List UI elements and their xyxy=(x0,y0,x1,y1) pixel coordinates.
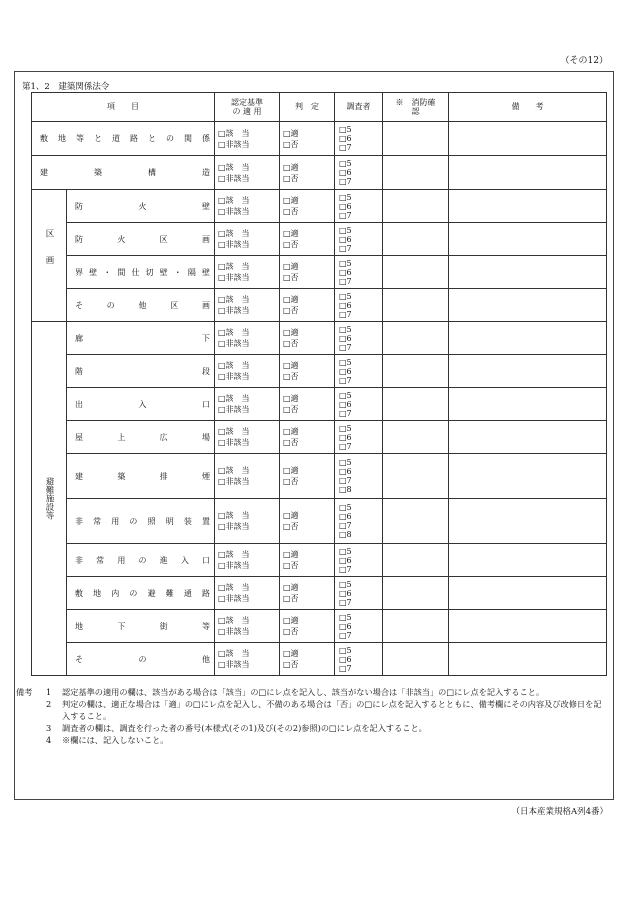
checkbox-applicable[interactable]: □該 当 xyxy=(218,162,250,172)
item-label xyxy=(67,421,215,454)
criteria-cell xyxy=(215,322,280,355)
category-hinan: 避難施設等 xyxy=(32,322,67,676)
checkbox-inspector[interactable]: □6 xyxy=(339,555,352,565)
checkbox-applicable[interactable]: □該 当 xyxy=(218,649,250,658)
checkbox-inspector[interactable]: □7 xyxy=(339,663,352,673)
fire-check-cell xyxy=(383,355,449,388)
checkbox-not-applicable[interactable]: □非該当 xyxy=(218,306,250,315)
checkbox-inspector[interactable]: □7 xyxy=(339,342,352,352)
judgment-cell xyxy=(280,322,335,355)
checkbox-inspector[interactable]: □7 xyxy=(339,143,352,152)
checkbox-not-applicable[interactable]: □非該当 xyxy=(218,372,250,381)
remarks-cell[interactable] xyxy=(449,610,607,643)
judgment-cell xyxy=(280,544,335,577)
checkbox-inspector[interactable]: □5 xyxy=(339,159,352,168)
checkbox-inspector[interactable]: □6 xyxy=(339,654,352,664)
criteria-cell xyxy=(215,643,280,676)
fire-check-cell xyxy=(383,454,449,499)
checkbox-inspector[interactable]: □6 xyxy=(339,234,352,244)
checkbox-applicable[interactable]: □該 当 xyxy=(218,511,250,520)
item-label xyxy=(67,223,215,256)
criteria-cell xyxy=(215,289,280,322)
fire-check-cell xyxy=(383,156,449,190)
table-row xyxy=(32,643,607,676)
header-remarks: 備 考 xyxy=(449,93,607,122)
checkbox-fail[interactable]: □否 xyxy=(283,306,299,315)
table-row xyxy=(32,190,607,223)
table-row xyxy=(32,454,607,499)
header-inspector: 調査者 xyxy=(335,93,383,122)
checkbox-pass[interactable]: □適 xyxy=(283,128,299,138)
remarks-cell[interactable] xyxy=(449,122,607,156)
judgment-cell xyxy=(280,643,335,676)
checkbox-pass[interactable]: □適 xyxy=(283,649,299,658)
item-label xyxy=(67,544,215,577)
checkbox-inspector[interactable]: □6 xyxy=(339,432,352,442)
checkbox-not-applicable[interactable]: □非該当 xyxy=(218,561,250,570)
fire-check-cell xyxy=(383,643,449,676)
checkbox-fail[interactable]: □否 xyxy=(283,139,299,149)
checkbox-inspector[interactable]: □6 xyxy=(339,333,352,343)
judgment-cell xyxy=(280,421,335,454)
checkbox-not-applicable[interactable]: □非該当 xyxy=(218,139,250,149)
checkbox-inspector[interactable]: □5 xyxy=(339,546,352,556)
checkbox-inspector[interactable]: □5 xyxy=(339,645,352,655)
item-text: 階段 xyxy=(75,366,210,376)
note-item xyxy=(16,698,616,722)
checkbox-inspector[interactable]: □5 xyxy=(339,503,352,512)
checkbox-applicable[interactable]: □該 当 xyxy=(218,427,250,436)
judgment-cell xyxy=(280,577,335,610)
checkbox-applicable[interactable]: □該 当 xyxy=(218,583,250,592)
checkbox-fail[interactable]: □否 xyxy=(283,561,299,570)
notes-prefix: 備考 xyxy=(16,687,33,697)
checkbox-applicable[interactable]: □該 当 xyxy=(218,295,250,304)
item-text: 敷地等と道路との関係 xyxy=(40,134,210,143)
inspector-cell xyxy=(335,289,383,322)
checkbox-fail[interactable]: □否 xyxy=(283,660,299,669)
checkbox-pass[interactable]: □適 xyxy=(283,511,299,520)
checkbox-inspector[interactable]: □7 xyxy=(339,309,352,319)
criteria-cell xyxy=(215,454,280,499)
checkbox-inspector[interactable]: □8 xyxy=(339,530,352,539)
checkbox-not-applicable[interactable]: □非該当 xyxy=(218,207,250,216)
checkbox-inspector[interactable]: □6 xyxy=(339,399,352,409)
checkbox-inspector[interactable]: □6 xyxy=(339,588,352,598)
judgment-cell xyxy=(280,223,335,256)
checkbox-fail[interactable]: □否 xyxy=(283,207,299,216)
checkbox-pass[interactable]: □適 xyxy=(283,394,299,403)
fire-check-cell xyxy=(383,499,449,544)
remarks-cell[interactable] xyxy=(449,454,607,499)
table-row xyxy=(32,577,607,610)
checkbox-applicable[interactable]: □該 当 xyxy=(218,361,250,370)
criteria-cell xyxy=(215,256,280,289)
remarks-cell[interactable] xyxy=(449,322,607,355)
fire-check-cell xyxy=(383,256,449,289)
checkbox-pass[interactable]: □適 xyxy=(283,361,299,370)
checkbox-inspector[interactable]: □6 xyxy=(339,300,352,310)
table-row xyxy=(32,223,607,256)
note-text: 判定の欄は、適正な場合は「適」の□にレ点を記入し、不備のある場合は「否」の□にレ点を記入するとともに、備考欄にその内容及び改修日を記入すること。 xyxy=(62,699,602,721)
checkbox-pass[interactable]: □適 xyxy=(283,196,299,205)
item-label xyxy=(32,156,215,190)
remarks-cell[interactable] xyxy=(449,388,607,421)
checkbox-inspector[interactable]: □7 xyxy=(339,210,352,220)
section-title: 第1、2 建築関係法令 xyxy=(22,82,110,92)
checkbox-inspector[interactable]: □6 xyxy=(339,168,352,177)
item-text: 建築排煙 xyxy=(75,471,210,481)
judgment-cell xyxy=(280,454,335,499)
checkbox-inspector[interactable]: □5 xyxy=(339,357,352,367)
item-text: 非常用の照明装置 xyxy=(75,516,210,526)
checkbox-inspector[interactable]: □6 xyxy=(339,467,352,476)
inspector-cell xyxy=(335,544,383,577)
item-text: 防火区画 xyxy=(75,234,210,244)
checkbox-inspector[interactable]: □7 xyxy=(339,597,352,607)
checkbox-inspector[interactable]: □6 xyxy=(339,134,352,143)
checkbox-fail[interactable]: □否 xyxy=(283,438,299,447)
header-judgment: 判 定 xyxy=(280,93,335,122)
item-label xyxy=(67,289,215,322)
inspector-cell xyxy=(335,610,383,643)
checkbox-fail[interactable]: □否 xyxy=(283,339,299,348)
checkbox-inspector[interactable]: □6 xyxy=(339,366,352,376)
criteria-cell xyxy=(215,421,280,454)
judgment-cell xyxy=(280,355,335,388)
checkbox-pass[interactable]: □適 xyxy=(283,229,299,238)
inspector-cell xyxy=(335,454,383,499)
checkbox-not-applicable[interactable]: □非該当 xyxy=(218,660,250,669)
criteria-cell xyxy=(215,355,280,388)
note-item xyxy=(16,722,616,734)
criteria-cell xyxy=(215,223,280,256)
item-label xyxy=(67,256,215,289)
item-label xyxy=(67,610,215,643)
inspector-cell xyxy=(335,499,383,544)
checkbox-not-applicable[interactable]: □非該当 xyxy=(218,240,250,249)
item-label xyxy=(67,388,215,421)
checkbox-fail[interactable]: □否 xyxy=(283,372,299,381)
checkbox-fail[interactable]: □否 xyxy=(283,240,299,249)
header-row xyxy=(32,93,607,122)
header-criteria: 認定基準 の 適 用 xyxy=(215,93,280,122)
item-label xyxy=(67,499,215,544)
checkbox-pass[interactable]: □適 xyxy=(283,427,299,436)
table-row xyxy=(32,156,607,190)
checkbox-inspector[interactable]: □6 xyxy=(339,267,352,277)
table-row xyxy=(32,289,607,322)
checkbox-inspector[interactable]: □5 xyxy=(339,291,352,301)
item-text: 界壁・間仕切壁・隔壁 xyxy=(75,267,210,277)
remarks-cell[interactable] xyxy=(449,421,607,454)
item-label xyxy=(32,122,215,156)
checkbox-fail[interactable]: □否 xyxy=(283,273,299,282)
remarks-cell[interactable] xyxy=(449,544,607,577)
judgment-cell xyxy=(280,499,335,544)
remarks-cell[interactable] xyxy=(449,577,607,610)
fire-check-cell xyxy=(383,322,449,355)
checkbox-inspector[interactable]: □7 xyxy=(339,375,352,385)
paper-size-note: （日本産業規格A列4番） xyxy=(511,807,608,817)
checkbox-inspector[interactable]: □5 xyxy=(339,458,352,467)
fire-check-cell xyxy=(383,544,449,577)
note-text: ※欄には、記入しないこと。 xyxy=(62,735,169,745)
note-item xyxy=(16,734,616,746)
remarks-cell[interactable] xyxy=(449,643,607,676)
remarks-cell[interactable] xyxy=(449,223,607,256)
checkbox-applicable[interactable]: □該 当 xyxy=(218,128,250,138)
checkbox-not-applicable[interactable]: □非該当 xyxy=(218,405,250,414)
inspector-cell xyxy=(335,577,383,610)
criteria-cell xyxy=(215,610,280,643)
criteria-cell xyxy=(215,190,280,223)
checkbox-inspector[interactable]: □7 xyxy=(339,408,352,418)
checkbox-inspector[interactable]: □7 xyxy=(339,243,352,253)
table-row xyxy=(32,256,607,289)
checkbox-pass[interactable]: □適 xyxy=(283,262,299,271)
table-row xyxy=(32,122,607,156)
checkbox-applicable[interactable]: □該 当 xyxy=(218,262,250,271)
table-row xyxy=(32,610,607,643)
item-label xyxy=(67,643,215,676)
item-text: 建築構造 xyxy=(40,168,210,177)
fire-check-cell xyxy=(383,223,449,256)
note-text: 認定基準の適用の欄は、該当がある場合は「該当」の□にレ点を記入し、該当がない場合は「非該当」の□にレ点を記入すること。 xyxy=(62,687,545,697)
header-fire-check: ※ 消防確 認 xyxy=(383,93,449,122)
note-number: 4 xyxy=(46,735,52,745)
checkbox-pass[interactable]: □適 xyxy=(283,295,299,304)
criteria-cell xyxy=(215,156,280,190)
item-text: 廊下 xyxy=(75,333,210,343)
checkbox-pass[interactable]: □適 xyxy=(283,162,299,172)
checkbox-not-applicable[interactable]: □非該当 xyxy=(218,438,250,447)
table-row xyxy=(32,388,607,421)
checkbox-pass[interactable]: □適 xyxy=(283,583,299,592)
checkbox-fail[interactable]: □否 xyxy=(283,405,299,414)
judgment-cell xyxy=(280,190,335,223)
item-text: 敷地内の避難通路 xyxy=(75,588,210,598)
inspector-cell xyxy=(335,322,383,355)
item-text: その他 xyxy=(75,654,210,664)
checkbox-not-applicable[interactable]: □非該当 xyxy=(218,273,250,282)
checkbox-inspector[interactable]: □7 xyxy=(339,177,352,186)
item-text: 出入口 xyxy=(75,399,210,409)
item-label xyxy=(67,454,215,499)
checkbox-not-applicable[interactable]: □非該当 xyxy=(218,594,250,603)
checkbox-not-applicable[interactable]: □非該当 xyxy=(218,627,250,636)
fire-check-cell xyxy=(383,577,449,610)
checkbox-fail[interactable]: □否 xyxy=(283,594,299,603)
checkbox-inspector[interactable]: □5 xyxy=(339,423,352,433)
checkbox-inspector[interactable]: □5 xyxy=(339,192,352,202)
remarks-cell[interactable] xyxy=(449,156,607,190)
checkbox-not-applicable[interactable]: □非該当 xyxy=(218,173,250,183)
remarks-cell[interactable] xyxy=(449,289,607,322)
header-item: 項 目 xyxy=(32,93,215,122)
inspector-cell xyxy=(335,388,383,421)
checkbox-inspector[interactable]: □7 xyxy=(339,441,352,451)
checkbox-inspector[interactable]: □7 xyxy=(339,564,352,574)
checkbox-inspector[interactable]: □8 xyxy=(339,485,352,494)
inspector-cell xyxy=(335,190,383,223)
judgment-cell xyxy=(280,122,335,156)
checkbox-inspector[interactable]: □6 xyxy=(339,621,352,631)
inspector-cell xyxy=(335,421,383,454)
inspector-cell xyxy=(335,256,383,289)
checkbox-inspector[interactable]: □6 xyxy=(339,201,352,211)
checkbox-pass[interactable]: □適 xyxy=(283,466,299,475)
checkbox-pass[interactable]: □適 xyxy=(283,328,299,337)
checkbox-inspector[interactable]: □5 xyxy=(339,125,352,134)
checkbox-not-applicable[interactable]: □非該当 xyxy=(218,477,250,486)
judgment-cell xyxy=(280,156,335,190)
remarks-cell[interactable] xyxy=(449,256,607,289)
page-number: （その12） xyxy=(560,56,608,66)
note-text: 調査者の欄は、調査を行った者の番号(本様式(その1)及び(その2)参照)の□にレ点を記入すること。 xyxy=(62,723,427,733)
checkbox-inspector[interactable]: □5 xyxy=(339,225,352,235)
checkbox-inspector[interactable]: □5 xyxy=(339,258,352,268)
checkbox-pass[interactable]: □適 xyxy=(283,616,299,625)
note-number: 3 xyxy=(46,723,52,733)
fire-check-cell xyxy=(383,190,449,223)
checkbox-applicable[interactable]: □該 当 xyxy=(218,616,250,625)
inspector-cell xyxy=(335,355,383,388)
table-row xyxy=(32,544,607,577)
checkbox-inspector[interactable]: □5 xyxy=(339,324,352,334)
criteria-cell xyxy=(215,577,280,610)
inspector-cell xyxy=(335,643,383,676)
checkbox-fail[interactable]: □否 xyxy=(283,477,299,486)
judgment-cell xyxy=(280,610,335,643)
criteria-cell xyxy=(215,122,280,156)
inspector-cell xyxy=(335,122,383,156)
checkbox-applicable[interactable]: □該 当 xyxy=(218,196,250,205)
checkbox-applicable[interactable]: □該 当 xyxy=(218,394,250,403)
remarks-cell[interactable] xyxy=(449,190,607,223)
note-number: 2 xyxy=(46,699,52,709)
checkbox-applicable[interactable]: □該 当 xyxy=(218,550,250,559)
checkbox-inspector[interactable]: □7 xyxy=(339,476,352,485)
item-label xyxy=(67,577,215,610)
notes-section xyxy=(16,686,616,746)
checkbox-inspector[interactable]: □5 xyxy=(339,612,352,622)
checkbox-not-applicable[interactable]: □非該当 xyxy=(218,522,250,531)
fire-check-cell xyxy=(383,610,449,643)
checkbox-pass[interactable]: □適 xyxy=(283,550,299,559)
judgment-cell xyxy=(280,256,335,289)
checkbox-fail[interactable]: □否 xyxy=(283,627,299,636)
item-text: 屋上広場 xyxy=(75,432,210,442)
note-item xyxy=(16,686,616,698)
inspector-cell xyxy=(335,156,383,190)
judgment-cell xyxy=(280,388,335,421)
judgment-cell xyxy=(280,289,335,322)
checkbox-inspector[interactable]: □5 xyxy=(339,390,352,400)
item-text: 地下街等 xyxy=(75,621,210,631)
checkbox-applicable[interactable]: □該 当 xyxy=(218,328,250,337)
checkbox-fail[interactable]: □否 xyxy=(283,522,299,531)
criteria-cell xyxy=(215,499,280,544)
fire-check-cell xyxy=(383,388,449,421)
fire-check-cell xyxy=(383,289,449,322)
item-label xyxy=(67,322,215,355)
checkbox-inspector[interactable]: □5 xyxy=(339,579,352,589)
table-row xyxy=(32,322,607,355)
fire-check-cell xyxy=(383,421,449,454)
item-text: 非常用の進入口 xyxy=(75,555,210,565)
fire-check-cell xyxy=(383,122,449,156)
checkbox-inspector[interactable]: □6 xyxy=(339,512,352,521)
remarks-cell[interactable] xyxy=(449,499,607,544)
table-row xyxy=(32,355,607,388)
inspector-cell xyxy=(335,223,383,256)
checkbox-inspector[interactable]: □7 xyxy=(339,521,352,530)
note-number: 1 xyxy=(46,687,52,697)
item-label xyxy=(67,190,215,223)
checkbox-inspector[interactable]: □7 xyxy=(339,630,352,640)
table-row xyxy=(32,499,607,544)
checkbox-applicable[interactable]: □該 当 xyxy=(218,466,250,475)
item-text: 防火壁 xyxy=(75,201,210,211)
table-row xyxy=(32,421,607,454)
checkbox-fail[interactable]: □否 xyxy=(283,173,299,183)
checkbox-inspector[interactable]: □7 xyxy=(339,276,352,286)
item-text: その他区画 xyxy=(75,300,210,310)
item-label xyxy=(67,355,215,388)
inspection-table xyxy=(31,92,607,676)
checkbox-applicable[interactable]: □該 当 xyxy=(218,229,250,238)
checkbox-not-applicable[interactable]: □非該当 xyxy=(218,339,250,348)
category-kukaku: 区画 xyxy=(32,190,67,322)
remarks-cell[interactable] xyxy=(449,355,607,388)
criteria-cell xyxy=(215,544,280,577)
criteria-cell xyxy=(215,388,280,421)
